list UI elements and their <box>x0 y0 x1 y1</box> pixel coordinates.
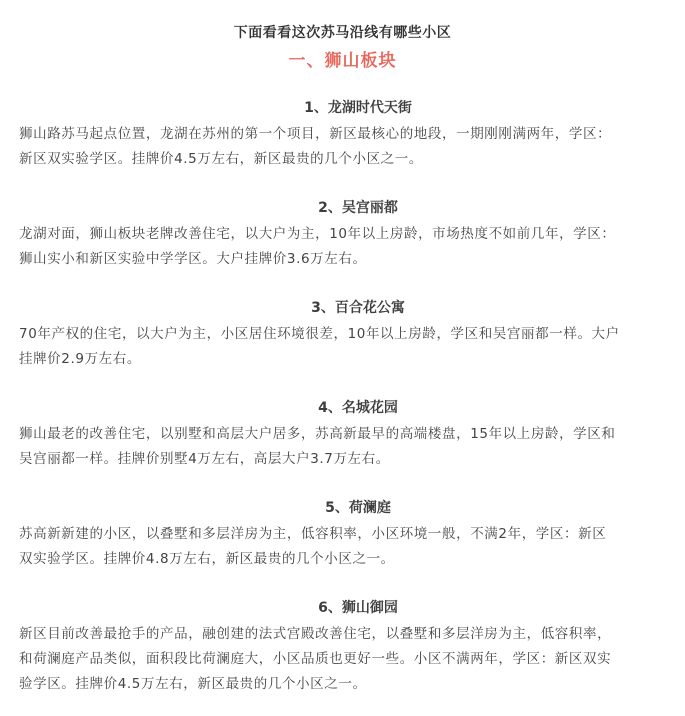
desc-line: 龙湖对面，狮山板块老牌改善住宅，以大户为主，10年以上房龄，市场热度不如前几年，学区： <box>19 226 616 242</box>
estate-block-5 <box>19 498 669 572</box>
desc-line: 苏高新新建的小区，以叠墅和多层洋房为主，低容积率，小区环境一般，不满2年，学区：新区 <box>19 526 607 542</box>
estate-title: 3、百合花公寓 <box>311 300 405 316</box>
estate-block-2 <box>19 198 669 272</box>
estate-description <box>19 122 669 172</box>
estate-title: 5、荷澜庭 <box>325 500 391 516</box>
estate-description <box>19 622 669 697</box>
desc-line: 新区双实验学区。挂牌价4.5万左右，新区最贵的几个小区之一。 <box>19 151 423 167</box>
desc-line: 狮山最老的改善住宅，以别墅和高层大户居多，苏高新最早的高端楼盘，15年以上房龄，学区和 <box>19 426 616 442</box>
section-title: 一、狮山板块 <box>288 51 397 71</box>
estate-description <box>19 322 669 372</box>
desc-line: 挂牌价2.9万左右。 <box>19 351 141 367</box>
estate-description <box>19 422 669 472</box>
desc-line: 吴宫丽都一样。挂牌价别墅4万左右，高层大户3.7万左右。 <box>19 451 390 467</box>
estate-description <box>19 222 669 272</box>
estate-block-6 <box>19 598 669 697</box>
estate-block-1 <box>19 98 669 172</box>
estate-description <box>19 522 669 572</box>
desc-line: 狮山路苏马起点位置，龙湖在苏州的第一个项目，新区最核心的地段，一期刚刚满两年，学区： <box>19 126 612 142</box>
estate-title: 6、狮山御园 <box>318 600 398 616</box>
estate-block-3 <box>19 298 669 372</box>
intro-heading: 下面看看这次苏马沿线有哪些小区 <box>233 25 452 41</box>
desc-line: 新区目前改善最抢手的产品，融创建的法式宫殿改善住宅，以叠墅和多层洋房为主，低容积率， <box>19 626 612 642</box>
desc-line: 双实验学区。挂牌价4.8万左右，新区最贵的几个小区之一。 <box>19 551 395 567</box>
desc-line: 70年产权的住宅，以大户为主，小区居住环境很差，10年以上房龄，学区和吴宫丽都一样。大户 <box>19 326 620 342</box>
desc-line: 和荷澜庭产品类似，面积段比荷澜庭大，小区品质也更好一些。小区不满两年，学区：新区双实 <box>19 651 612 667</box>
estate-block-4 <box>19 398 669 472</box>
desc-line: 验学区。挂牌价4.5万左右，新区最贵的几个小区之一。 <box>19 676 367 692</box>
desc-line: 狮山实小和新区实验中学学区。大户挂牌价3.6万左右。 <box>19 251 367 267</box>
estate-title: 4、名城花园 <box>318 400 398 416</box>
estate-title: 1、龙湖时代天街 <box>304 100 412 116</box>
estate-title: 2、吴宫丽都 <box>318 200 398 216</box>
